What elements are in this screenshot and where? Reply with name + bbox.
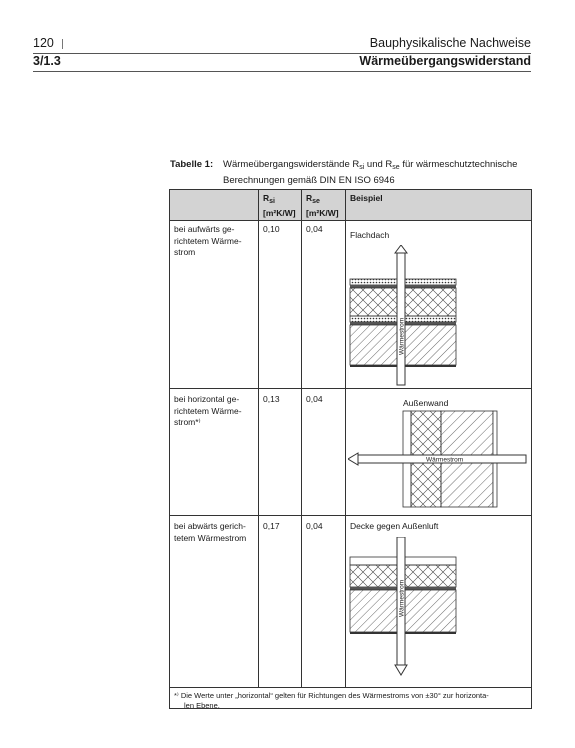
row-1-description: bei aufwärts ge- richtetem Wärme- strom bbox=[174, 224, 242, 257]
header-separator bbox=[62, 39, 63, 49]
page-number: 120 bbox=[33, 36, 63, 50]
chapter-title: Bauphysikalische Nachweise bbox=[369, 36, 531, 50]
row-1-rsi: 0,10 bbox=[263, 224, 280, 234]
section-title: Wärmeübergangswiderstand bbox=[359, 54, 531, 68]
header-rse: $R_{se}$ [m²K/W] bbox=[306, 193, 339, 218]
row-divider-1 bbox=[170, 388, 531, 389]
row-2-arrow-label: Wärmestrom bbox=[426, 456, 464, 464]
section-number: 3/1.3 bbox=[33, 54, 61, 68]
header-example: Beispiel bbox=[350, 193, 383, 203]
table-footnote: *⁾ Die Werte unter „horizontal“ gelten für Richtungen des Wärmestroms von ±30° zur horizonta- len Ebene. bbox=[174, 691, 489, 710]
col-divider-3 bbox=[345, 190, 346, 688]
row-divider-2 bbox=[170, 515, 531, 516]
row-3-arrow-label: Wärmestrom bbox=[398, 579, 406, 617]
row-2-description: bei horizontal ge- richtetem Wärme- strom*⁾ bbox=[174, 394, 242, 427]
row-3-rse: 0,04 bbox=[306, 521, 323, 531]
row-3-description: bei abwärts gerich- tetem Wärmestrom bbox=[174, 521, 247, 543]
row-2-rsi: 0,13 bbox=[263, 394, 280, 404]
row-3-example-title: Decke gegen Außenluft bbox=[350, 521, 439, 531]
row-2-example-title: Außenwand bbox=[403, 398, 449, 408]
section-header bbox=[33, 53, 531, 72]
row-1-arrow-label: Wärmestrom bbox=[398, 317, 406, 355]
caption-text: Wärmeübergangswiderstände $R_{si}$ und $R_{se}$ für wärmeschutztechnische Berechnungen gemäß DIN EN ISO 6946 bbox=[223, 159, 518, 186]
row-3-rsi: 0,17 bbox=[263, 521, 280, 531]
exterior-wall-diagram bbox=[348, 409, 530, 511]
row-1-rse: 0,04 bbox=[306, 224, 323, 234]
row-2-rse: 0,04 bbox=[306, 394, 323, 404]
caption-label: Tabelle 1: bbox=[170, 159, 214, 170]
row-divider-footnote bbox=[170, 687, 531, 688]
running-header bbox=[33, 35, 531, 54]
col-divider-2 bbox=[301, 190, 302, 688]
heat-transfer-table bbox=[169, 189, 532, 709]
col-divider-1 bbox=[258, 190, 259, 688]
row-1-example-title: Flachdach bbox=[350, 230, 390, 240]
ceiling-diagram bbox=[348, 537, 458, 677]
row-divider-header bbox=[170, 220, 531, 221]
flat-roof-diagram bbox=[348, 245, 458, 387]
header-rsi: $R_{si}$ [m²K/W] bbox=[263, 193, 296, 218]
